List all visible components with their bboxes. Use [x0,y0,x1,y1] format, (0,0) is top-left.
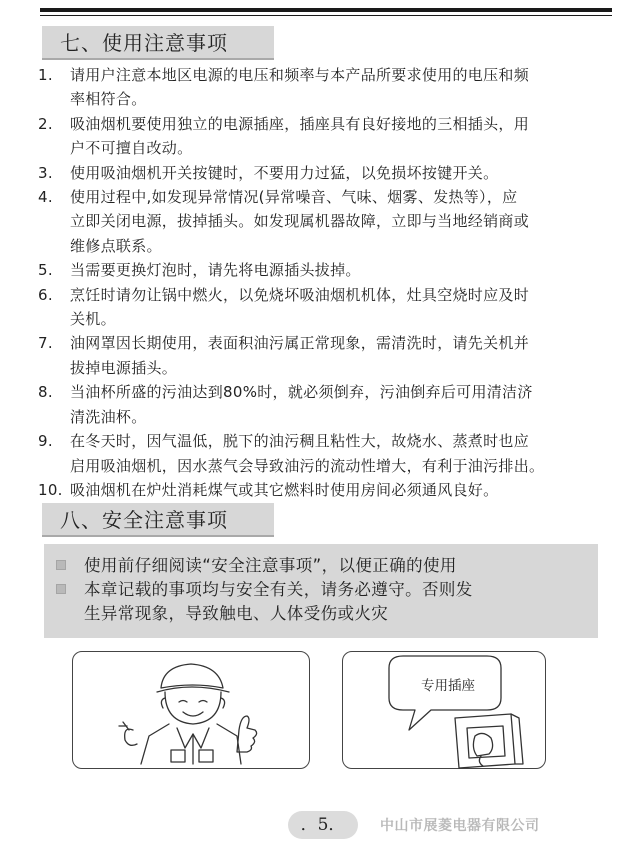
section-title-usage-notes: 七、使用注意事项 [42,26,274,60]
safety-note [56,578,596,626]
item-number: 3. [38,163,53,182]
item-text: 关机。 [70,310,116,329]
safety-note-text: 使用前仔细阅读“安全注意事项”，以便正确的使用 [84,556,457,575]
item-text: 使用过程中,如发现异常情况(异常噪音、气味、烟雾、发热等），应 [70,188,518,207]
list-item [38,380,598,429]
square-bullet-icon [56,560,66,570]
item-text: 吸油烟机在炉灶消耗煤气或其它燃料时使用房间必须通风良好。 [70,480,499,499]
list-item [38,258,598,282]
item-text: 当需要更换灯泡时，请先将电源插头拔掉。 [70,261,361,280]
list-item [38,63,598,112]
item-text: 在冬天时，因气温低，脱下的油污稠且粘性大，故烧水、蒸煮时也应 [70,432,530,451]
square-bullet-icon [56,584,66,594]
item-text: 油网罩因长期使用，表面积油污属正常现象，需清洗时，请先关机并 [70,334,530,353]
item-text: 烹饪时请勿让锅中燃火，以免烧坏吸油烟机机体，灶具空烧时应及时 [70,285,530,304]
item-number: 6. [38,285,53,304]
list-item [38,161,598,185]
item-number: 5. [38,261,53,280]
item-text: 当油杯所盛的污油达到80%时，就必须倒弃，污油倒弃后可用清洁济 [70,383,533,402]
list-item [38,112,598,161]
item-text: 拔掉电源插头。 [70,358,178,377]
top-rule [40,8,612,12]
worker-thumbs-up-illustration [73,652,311,770]
item-number: 1. [38,66,53,84]
item-number: 9. [38,432,53,451]
item-text: 维修点联系。 [70,236,162,255]
company-name: 中山市展菱电器有限公司 [380,818,540,834]
page-number: ．5． [288,811,358,839]
item-text: 清洗油杯。 [70,407,147,426]
item-number: 8. [38,383,53,402]
list-item [38,331,598,380]
list-item [38,283,598,332]
section-title-safety-notes: 八、安全注意事项 [42,503,274,537]
list-item [38,429,598,478]
item-number: 10. [38,480,63,499]
item-text: 户不可擅自改动。 [70,139,193,158]
item-text: 使用吸油烟机开关按键时，不要用力过猛，以免损坏按键开关。 [70,163,499,182]
socket-illustration-panel [342,651,546,769]
worker-illustration-panel [72,651,310,769]
usage-notes-list [38,63,598,502]
safety-note-text: 生异常现象，导致触电、人体受伤或火灾 [84,604,389,623]
safety-note-text: 本章记载的事项均与安全有关，请务必遵守。否则发 [84,580,473,599]
item-number: 7. [38,334,53,353]
item-number: 4. [38,188,53,207]
item-text: 立即关闭电源，拔掉插头。如发现属机器故障，立即与当地经销商或 [70,212,530,231]
list-item [38,185,598,258]
item-text: 请用户注意本地区电源的电压和频率与本产品所要求使用的电压和频 [70,66,530,84]
item-text: 吸油烟机要使用独立的电源插座，插座具有良好接地的三相插头，用 [70,114,530,133]
item-text: 启用吸油烟机，因水蒸气会导致油污的流动性增大，有利于油污排出。 [70,456,545,475]
item-number: 2. [38,114,53,133]
safety-note [56,554,596,578]
dedicated-socket-illustration [343,652,547,770]
list-item [38,478,598,502]
item-text: 率相符合。 [70,90,147,109]
safety-notice-box [44,544,598,638]
socket-label: 专用插座 [421,678,475,694]
